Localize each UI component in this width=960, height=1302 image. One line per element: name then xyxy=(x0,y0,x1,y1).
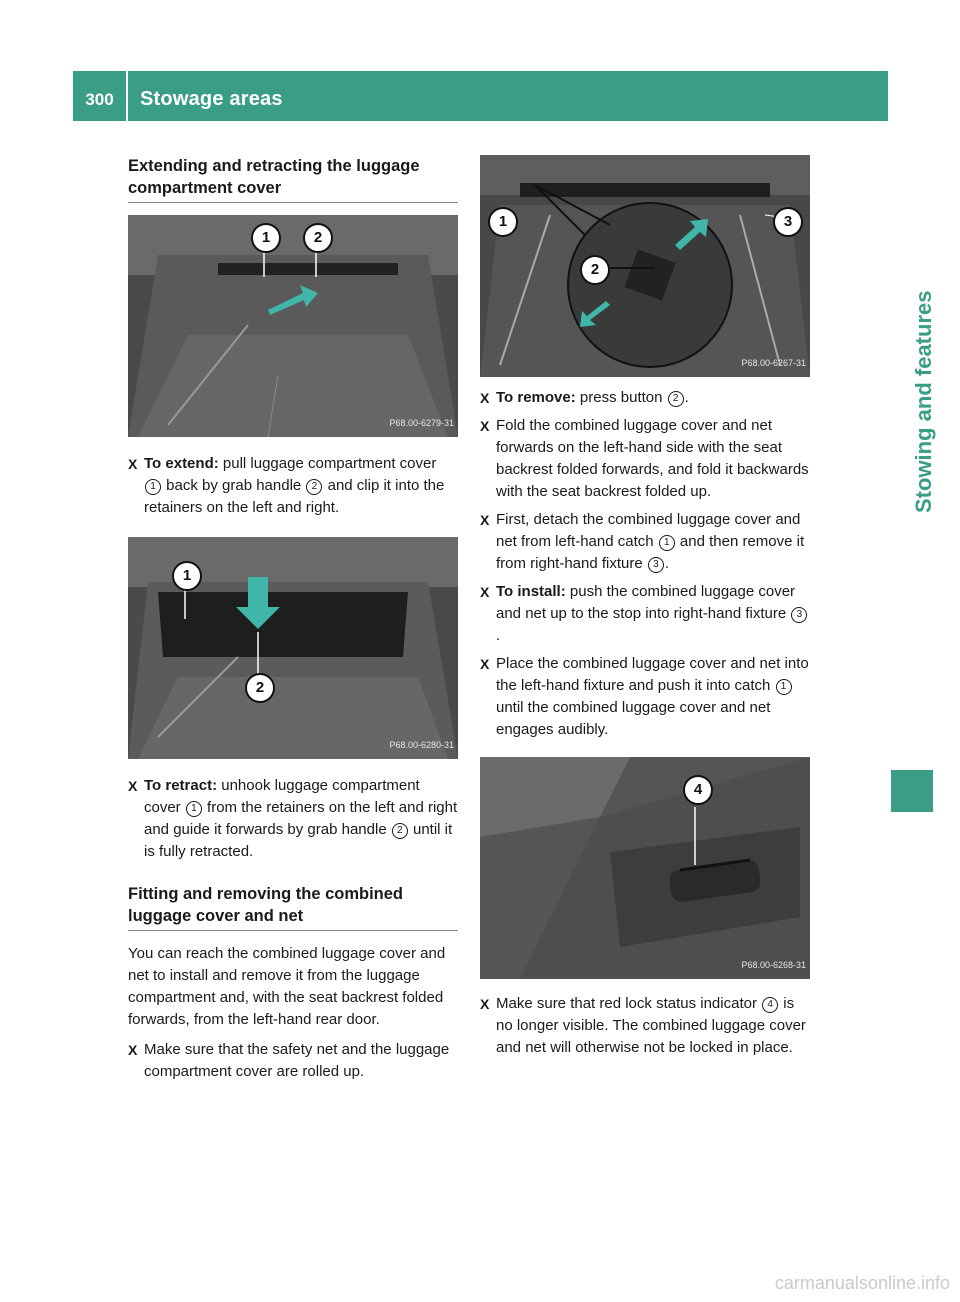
step-text: Make sure that red lock status indicator xyxy=(496,995,762,1012)
step-label: To remove: xyxy=(496,389,576,406)
step-text: Make sure that the safety net and the luggage compartment cover are rolled up. xyxy=(144,1041,450,1080)
step-label: To retract: xyxy=(144,777,218,794)
step-text: unhook luggage compartment cover xyxy=(144,777,420,816)
step-arrow-icon: X xyxy=(480,418,490,434)
step-install: X To install: push the combined luggage cover and net up to the stop into right-hand fixture 3. xyxy=(480,581,810,647)
callout-2: 2 xyxy=(580,255,610,285)
step-arrow-icon: X xyxy=(480,656,490,672)
step-remove: X To remove: press button 2 . xyxy=(480,387,810,409)
step-extend xyxy=(128,453,458,519)
header-divider xyxy=(126,71,128,121)
intro-paragraph: You can reach the combined luggage cover and net to install and remove it from the luggage compartment and, with the seat backrest folded forwards, from the left-hand rear door. xyxy=(128,945,446,1028)
step-lock-indicator xyxy=(480,993,810,1059)
step-arrow-icon: X xyxy=(480,996,490,1012)
image-code: P68.00-6267-31 xyxy=(741,358,806,368)
heading-combined-cover: Fitting and removing the combined luggage cover and net xyxy=(128,883,458,931)
step-arrow-icon: X xyxy=(480,584,490,600)
step-text: is no longer visible. The combined luggage cover and net will otherwise not be locked in place. xyxy=(496,995,806,1056)
step-arrow-icon: X xyxy=(128,456,138,472)
callout-2: 2 xyxy=(303,223,333,253)
image-extend-cover xyxy=(128,215,458,437)
step-text: First, detach the combined luggage cover and net from left-hand catch xyxy=(496,511,801,550)
ref-3-icon: 3 xyxy=(791,607,807,623)
ref-3-icon: 3 xyxy=(648,557,664,573)
step-arrow-icon: X xyxy=(128,778,138,794)
side-chapter-label xyxy=(884,290,936,810)
step-text: back by grab handle xyxy=(162,477,306,494)
left-column xyxy=(128,155,458,1089)
ref-1-icon: 1 xyxy=(145,479,161,495)
step-text: from the retainers on the left and right and guide it forwards by grab handle xyxy=(144,799,458,838)
image-code: P68.00-6279-31 xyxy=(389,418,454,428)
step-label: To extend: xyxy=(144,455,219,472)
image-lock-indicator xyxy=(480,757,810,979)
image-code: P68.00-6280-31 xyxy=(389,740,454,750)
step-text: pull luggage compartment cover xyxy=(218,455,437,472)
step-arrow-icon: X xyxy=(128,1042,138,1058)
step-text: push the combined luggage cover and net up to the stop into right-hand fixture xyxy=(496,583,796,622)
side-chapter-marker xyxy=(891,770,933,812)
ref-2-icon: 2 xyxy=(668,391,684,407)
ref-2-icon: 2 xyxy=(392,823,408,839)
image-retract-cover xyxy=(128,537,458,759)
step-text: and clip it into the retainers on the left and right. xyxy=(144,477,445,516)
step-text: until the combined luggage cover and net engages audibly. xyxy=(496,699,771,738)
step-detach: X First, detach the combined luggage cover and net from left-hand catch 1 and then remove it from right-hand fixture 3 . xyxy=(480,511,805,572)
step-fold xyxy=(480,415,810,503)
callout-4: 4 xyxy=(683,775,713,805)
heading-extend-retract: Extending and retracting the luggage compartment cover xyxy=(128,155,458,203)
callout-1: 1 xyxy=(172,561,202,591)
section-title: Stowage areas xyxy=(140,88,283,110)
footer-watermark: carmanualsonline.info xyxy=(774,1273,950,1293)
right-column xyxy=(480,155,810,1065)
step-arrow-icon: X xyxy=(480,390,490,406)
ref-1-icon: 1 xyxy=(776,679,792,695)
callout-3: 3 xyxy=(773,207,803,237)
callout-2: 2 xyxy=(245,673,275,703)
callout-1: 1 xyxy=(251,223,281,253)
step-text: Fold the combined luggage cover and net forwards on the left-hand side with the seat backrest folded forwards, and fold it backwards with the seat backrest folded up. xyxy=(496,417,809,500)
step-place xyxy=(480,653,810,741)
ref-1-icon: 1 xyxy=(186,801,202,817)
ref-4-icon: 4 xyxy=(762,997,778,1013)
step-safety-net xyxy=(128,1039,458,1083)
step-retract xyxy=(128,775,458,863)
step-arrow-icon: X xyxy=(480,512,490,528)
step-label: To install: xyxy=(496,583,566,600)
step-text: until it is fully retracted. xyxy=(144,821,453,860)
step-text: press button xyxy=(575,389,667,406)
step-text: Place the combined luggage cover and net into the left-hand fixture and push it into catch xyxy=(496,655,809,694)
side-chapter-text: Stowing and features xyxy=(911,290,936,513)
ref-2-icon: 2 xyxy=(306,479,322,495)
ref-1-icon: 1 xyxy=(659,535,675,551)
step-text: and then remove it from right-hand fixture xyxy=(496,533,805,572)
image-remove-combined xyxy=(480,155,810,377)
page-number: 300 xyxy=(85,90,114,109)
callout-1: 1 xyxy=(488,207,518,237)
image-code: P68.00-6268-31 xyxy=(741,960,806,970)
